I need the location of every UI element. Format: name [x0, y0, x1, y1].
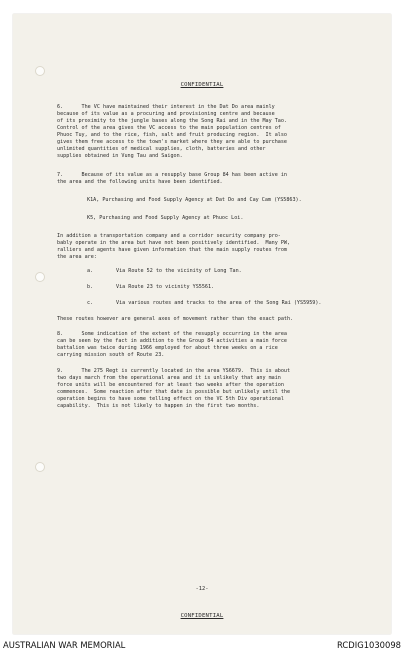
route-letter: b. — [87, 284, 94, 290]
punch-hole — [35, 66, 45, 76]
classification-header: CONFIDENTIAL — [180, 82, 224, 88]
unit-item: K1A, Purchasing and Food Supply Agency at Dat Do and Cay Cam (YS5863). — [87, 197, 302, 203]
paragraph-8: 8. Some indication of the extent of the resupply occurring in the area can be seen by the fact in addition to the Group 84 activities a main force battalion was twice during 1966 employed for about three weeks on a rice carrying mission south of Route 23. — [57, 331, 288, 359]
document-page — [13, 14, 391, 634]
archive-footer — [0, 636, 404, 653]
route-item: Via various routes and tracks to the area of the Song Rai (YS5959). — [116, 300, 322, 306]
unit-item: K5, Purchasing and Food Supply Agency at Phuoc Loi. — [87, 215, 244, 221]
route-letter: a. — [87, 268, 94, 274]
archive-name: AUSTRALIAN WAR MEMORIAL — [3, 640, 126, 650]
punch-hole — [35, 462, 45, 472]
paragraph-7: 7. Because of its value as a resupply base Group 84 has been active in the area and the following units have been identified. — [57, 172, 288, 186]
route-letter: c. — [87, 300, 94, 306]
routes-note: These routes however are general axes of movement rather than the exact path. — [57, 316, 294, 322]
route-item: Via Route 23 to vicinity YS5561. — [116, 284, 215, 290]
paragraph-7-continued: In addition a transportation company and a corridor security company pro- bably operate in the area but have not been positively identified. Many PW, ralliers and agents have given information that the main supply routes from the area are: — [57, 233, 291, 261]
paragraph-9: 9. The 275 Regt is currently located in the area YS6679. This is about two days march from the operational area and it is unlikely that any main force units will be encountered for at least two weeks after the operation commences. Some reaction after that date is possible but unlikely until the operation begins to have some telling effect on the VC 5th Div operational capability. This is not likely to happen in the first two months. — [57, 368, 291, 410]
archive-reference: RCDIG1030098 — [337, 640, 401, 650]
classification-footer: CONFIDENTIAL — [180, 613, 224, 619]
route-item: Via Route 52 to the vicinity of Long Tan. — [116, 268, 242, 274]
page-number: -12- — [195, 586, 209, 592]
punch-hole — [35, 272, 45, 282]
paragraph-6: 6. The VC have maintained their interest in the Dat Do area mainly because of its value as a procuring and provisioning centre and because of its proximity to the jungle bases along the Song Rai and in the May Tao. Control of the area gives the VC access to the main population centres of Phuoc Tuy, and to the rice, fish, salt and fruit producing region. It also gives them free access to the town's market where they are able to purchase unlimited quantities of medical supplies, cloth, batteries and other supplies obtained in Vung Tau and Saigon. — [57, 104, 288, 160]
